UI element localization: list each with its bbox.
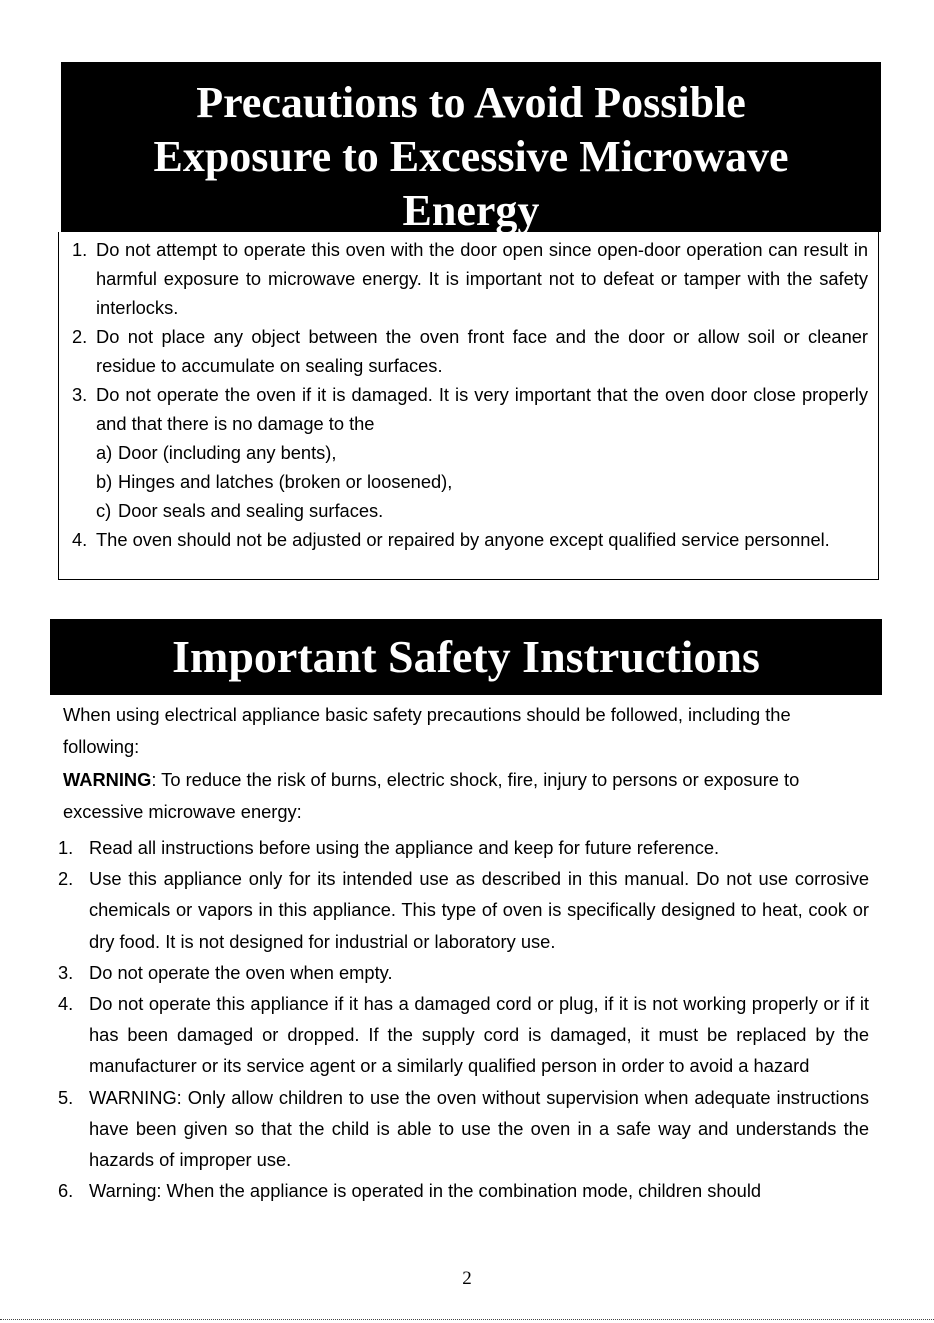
precautions-title-banner bbox=[61, 62, 881, 235]
precautions-list bbox=[62, 235, 868, 554]
item-number: 1. bbox=[58, 837, 74, 858]
item-text: Do not operate this appliance if it has a damaged cord or plug, if it is not working properly or if it has been damaged or dropped. If the supply cord is damaged, it must be replaced by the manufacturer or its service agent or a similarly qualified person in order to avoid a hazard bbox=[89, 993, 869, 1077]
item-text: Do not operate the oven when empty. bbox=[89, 961, 393, 983]
item-text: Do not attempt to operate this oven with the door open since open-door operation can result in harmful exposure to microwave energy. It is important not to defeat or tamper with the safety interlocks. bbox=[96, 239, 868, 318]
item-number: 4. bbox=[72, 529, 88, 550]
sub-item-label: b) bbox=[96, 471, 113, 492]
list-item bbox=[55, 1082, 869, 1176]
warning-label: WARNING bbox=[63, 769, 152, 790]
item-number: 3. bbox=[58, 961, 74, 983]
item-text: Do not place any object between the oven front face and the door or allow soil or cleaner residue to accumulate on sealing surfaces. bbox=[96, 326, 868, 376]
list-item bbox=[55, 1175, 869, 1206]
item-text: Do not operate the oven if it is damaged. It is very important that the oven door close properly and that there is no damage to the bbox=[96, 384, 868, 434]
page-bottom-divider bbox=[0, 1319, 934, 1320]
sub-item-text: Door seals and sealing surfaces. bbox=[118, 500, 384, 521]
warning-paragraph bbox=[63, 764, 869, 828]
sub-item bbox=[96, 467, 868, 496]
intro-paragraph: When using electrical appliance basic safety precautions should be followed, including the following: bbox=[63, 704, 791, 757]
item-number: 2. bbox=[72, 326, 88, 347]
item-number: 4. bbox=[58, 993, 74, 1015]
list-item bbox=[62, 380, 868, 525]
item-text: The oven should not be adjusted or repaired by anyone except qualified service personnel. bbox=[96, 529, 830, 550]
item-text: Warning: When the appliance is operated in the combination mode, children should bbox=[89, 1180, 762, 1202]
list-item bbox=[62, 525, 868, 554]
item-number: 1. bbox=[72, 239, 88, 260]
list-item bbox=[55, 957, 869, 988]
list-item bbox=[62, 322, 868, 380]
list-item bbox=[55, 988, 869, 1082]
warning-text: : To reduce the risk of burns, electric shock, fire, injury to persons or exposure to excessive microwave energy: bbox=[63, 769, 800, 822]
safety-instructions-title-banner: Important Safety Instructions bbox=[50, 619, 882, 695]
item-number: 2. bbox=[58, 868, 74, 890]
sub-item-text: Hinges and latches (broken or loosened), bbox=[118, 471, 453, 492]
item-text: Read all instructions before using the appliance and keep for future reference. bbox=[89, 837, 720, 858]
item-text: WARNING: Only allow children to use the oven without supervision when adequate instructions have been given so that the child is able to use the oven in a safe way and understands the hazards of improper use. bbox=[89, 1086, 869, 1171]
item-number: 5. bbox=[58, 1086, 74, 1108]
precautions-title-line: Exposure to Excessive Microwave bbox=[153, 132, 789, 181]
sub-item-label: c) bbox=[96, 500, 112, 521]
precautions-title-line: Precautions to Avoid Possible bbox=[196, 78, 746, 127]
item-number: 6. bbox=[58, 1180, 74, 1202]
list-item bbox=[55, 863, 869, 957]
item-number: 3. bbox=[72, 384, 88, 405]
list-item bbox=[55, 832, 869, 863]
list-item bbox=[62, 235, 868, 322]
safety-instructions-list bbox=[55, 832, 869, 1206]
item-text: Use this appliance only for its intended use as described in this manual. Do not use corrosive chemicals or vapors in this appliance. This type of oven is specifically designed to heat, cook or dry food. It is not designed for industrial or laboratory use. bbox=[89, 868, 869, 952]
sub-item-text: Door (including any bents), bbox=[118, 442, 337, 463]
sub-item bbox=[96, 438, 868, 467]
precautions-title-line: Energy bbox=[402, 186, 540, 235]
page-number: 2 bbox=[462, 1268, 472, 1289]
sub-item-label: a) bbox=[96, 442, 113, 463]
sub-item bbox=[96, 496, 868, 525]
